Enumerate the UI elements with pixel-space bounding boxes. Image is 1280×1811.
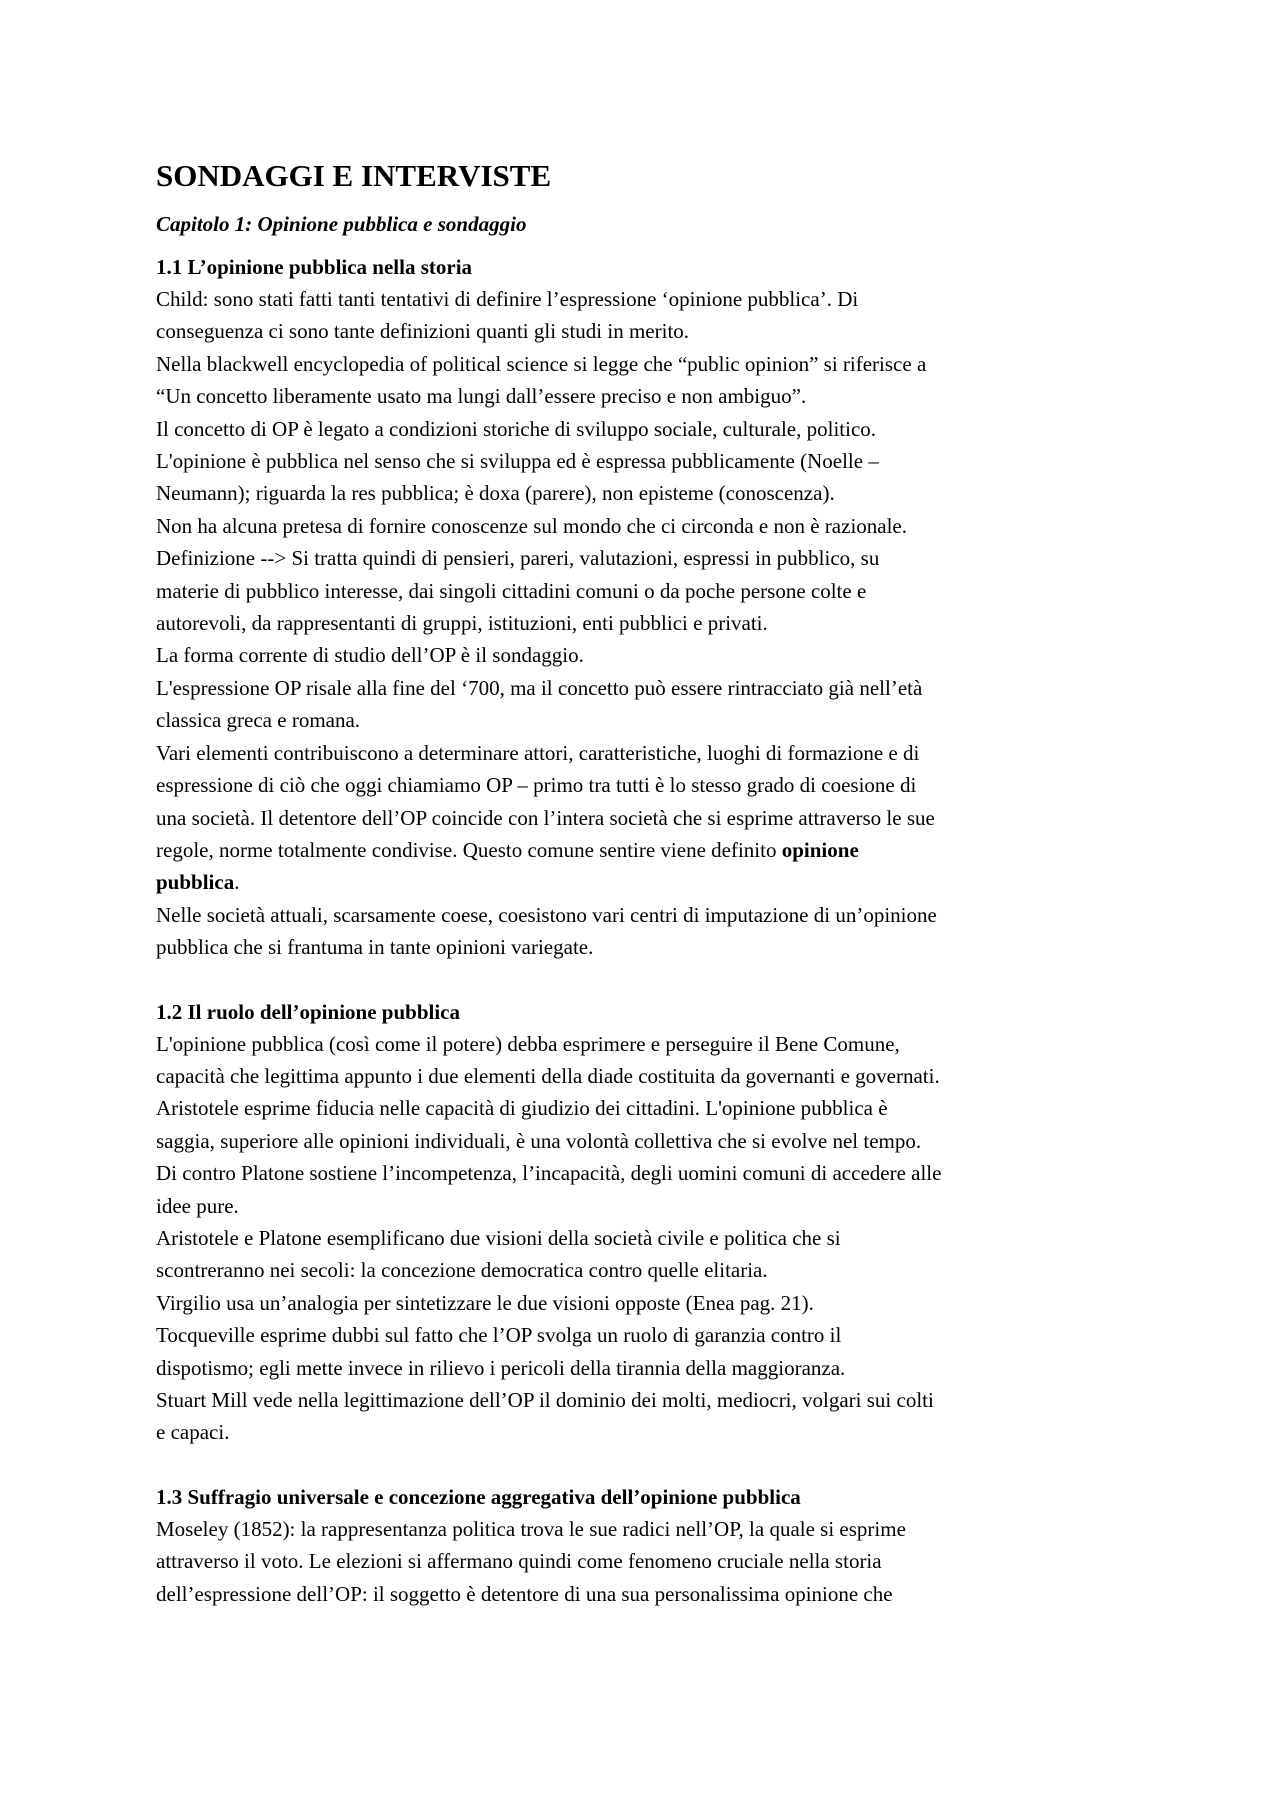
text-line: Tocqueville esprime dubbi sul fatto che l’OP svolga un ruolo di garanzia contro il — [156, 1323, 842, 1348]
text-line: dispotismo; egli mette invece in rilievo i pericoli della tirannia della maggioranza. — [156, 1355, 846, 1380]
text-line — [156, 866, 1136, 898]
text-line: Neumann); riguarda la res pubblica; è doxa (parere), non episteme (conoscenza). — [156, 481, 835, 506]
text-line: Il concetto di OP è legato a condizioni storiche di sviluppo sociale, culturale, politico. — [156, 416, 877, 441]
text-line: Nella blackwell encyclopedia of political science si legge che “public opinion” si riferisce a — [156, 351, 927, 376]
text-line: Definizione --> Si tratta quindi di pensieri, pareri, valutazioni, espressi in pubblico, su — [156, 546, 880, 571]
section-heading: 1.3 Suffragio universale e concezione aggregativa dell’opinione pubblica — [156, 1484, 801, 1509]
section-heading: 1.2 Il ruolo dell’opinione pubblica — [156, 999, 460, 1024]
text-line: classica greca e romana. — [156, 708, 361, 733]
text-line: scontreranno nei secoli: la concezione democratica contro quelle elitaria. — [156, 1258, 768, 1283]
bold-term: opinione — [781, 837, 859, 862]
text-line: saggia, superiore alle opinioni individuali, è una volontà collettiva che si evolve nel tempo. — [156, 1128, 922, 1153]
document-body — [156, 158, 1136, 1610]
text-line: L'opinione pubblica (così come il potere) debba esprimere e perseguire il Bene Comune, — [156, 1031, 900, 1056]
section-body — [156, 1028, 1136, 1449]
text-line: una società. Il detentore dell’OP coincide con l’intera società che si esprime attraverso le sue — [156, 805, 935, 830]
text-line: Virgilio usa un’analogia per sintetizzare le due visioni opposte (Enea pag. 21). — [156, 1290, 814, 1315]
text-line: attraverso il voto. Le elezioni si affermano quindi come fenomeno cruciale nella storia — [156, 1549, 882, 1574]
text-line: L'opinione è pubblica nel senso che si sviluppa ed è espressa pubblicamente (Noelle – — [156, 449, 879, 474]
text-run: . — [234, 870, 240, 895]
text-line: Stuart Mill vede nella legittimazione dell’OP il dominio dei molti, mediocri, volgari sui colti — [156, 1388, 934, 1412]
text-line: pubblica che si frantuma in tante opinioni variegate. — [156, 935, 594, 960]
text-line: Vari elementi contribuiscono a determinare attori, caratteristiche, luoghi di formazione e di — [156, 740, 920, 765]
section-spacer — [156, 964, 1136, 996]
text-line: Moseley (1852): la rappresentanza politica trova le sue radici nell’OP, la quale si esprime — [156, 1516, 906, 1541]
text-line: idee pure. — [156, 1193, 239, 1218]
text-line: Aristotele esprime fiducia nelle capacità di giudizio dei cittadini. L'opinione pubblica è — [156, 1096, 888, 1121]
text-line: e capaci. — [156, 1420, 230, 1445]
text-line: dell’espressione dell’OP: il soggetto è detentore di una sua personalissima opinione che — [156, 1581, 893, 1606]
text-line: autorevoli, da rappresentanti di gruppi, istituzioni, enti pubblici e privati. — [156, 611, 768, 636]
text-line: Di contro Platone sostiene l’incompetenza, l’incapacità, degli uomini comuni di accedere alle — [156, 1161, 942, 1186]
section-body — [156, 283, 1136, 964]
text-line: espressione di ciò che oggi chiamiamo OP – primo tra tutti è lo stesso grado di coesione di — [156, 773, 917, 798]
section-heading: 1.1 L’opinione pubblica nella storia — [156, 255, 473, 279]
section-body — [156, 1513, 1136, 1610]
chapter-title: Capitolo 1: Opinione pubblica e sondaggio — [156, 212, 527, 236]
section-1-3 — [156, 1481, 1136, 1610]
text-line: Aristotele e Platone esemplificano due visioni della società civile e politica che si — [156, 1225, 841, 1250]
text-line — [156, 834, 1136, 866]
text-line: materie di pubblico interesse, dai singoli cittadini comuni o da poche persone colte e — [156, 578, 867, 603]
section-1-2 — [156, 996, 1136, 1449]
text-line: capacità che legittima appunto i due elementi della diade costituita da governanti e governati. — [156, 1063, 940, 1088]
text-line: “Un concetto liberamente usato ma lungi dall’essere preciso e non ambiguo”. — [156, 384, 807, 409]
text-run: regole, norme totalmente condivise. Questo comune sentire viene definito — [156, 837, 782, 862]
document-title: SONDAGGI E INTERVISTE — [156, 158, 552, 193]
text-line: Nelle società attuali, scarsamente coese, coesistono vari centri di imputazione di un’opinione — [156, 902, 937, 927]
text-line: Child: sono stati fatti tanti tentativi di definire l’espressione ‘opinione pubblica’. Di — [156, 287, 859, 311]
section-spacer — [156, 1449, 1136, 1481]
text-line: La forma corrente di studio dell’OP è il sondaggio. — [156, 643, 584, 668]
text-line: conseguenza ci sono tante definizioni quanti gli studi in merito. — [156, 319, 690, 344]
section-1-1 — [156, 251, 1136, 964]
bold-term: pubblica — [156, 870, 235, 895]
text-line: Non ha alcuna pretesa di fornire conoscenze sul mondo che ci circonda e non è razionale. — [156, 513, 908, 538]
text-line: L'espressione OP risale alla fine del ‘700, ma il concetto può essere rintracciato già nell’età — [156, 675, 923, 700]
